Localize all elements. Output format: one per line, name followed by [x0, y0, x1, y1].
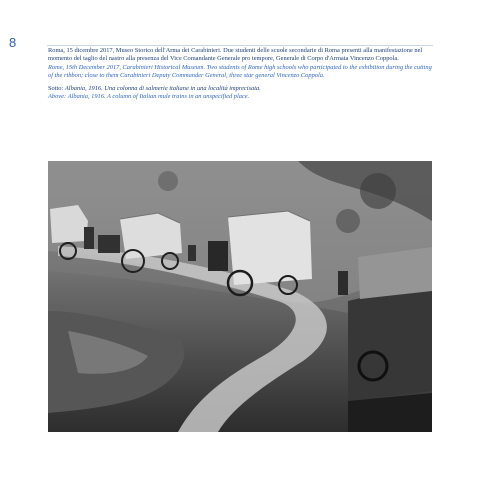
caption-text-it: Albania, 1916. Una colonna di salmerie italiane in una località imprecisata.: [64, 85, 261, 93]
caption-label-it: Sotto:: [48, 85, 64, 93]
intro-english: Rome, 15th December 2017, Carabinieri Historical Museum. Two students of Rome high schools who participated to the exhibition during the cutting of the ribbon; close to them Carabinieri Deputy Commander General, three star general Vincenzo Coppola.: [48, 63, 432, 79]
page-number: 8: [9, 35, 17, 50]
text-block: [48, 47, 434, 102]
caption-label-en: Above:: [48, 93, 67, 101]
historical-photo: [48, 161, 432, 432]
caption-english: [48, 93, 434, 101]
caption-text-en: Albania, 1916. A column of Italian mule trains in an unspecified place.: [67, 93, 250, 101]
photo-illustration: [48, 161, 432, 432]
photo-caption: [48, 85, 434, 102]
intro-italian: Roma, 15 dicembre 2017, Museo Storico dell'Arma dei Carabinieri. Due studenti delle scuole secondarie di Roma presenti alla manifestazione nel momento del taglio del nastro alla presenza del Vice Comandante Generale pro tempore, Generale di Corpo d'Armata Vincenzo Coppola.: [48, 47, 423, 63]
caption-italian: [48, 85, 434, 93]
header-rule: [47, 45, 433, 46]
